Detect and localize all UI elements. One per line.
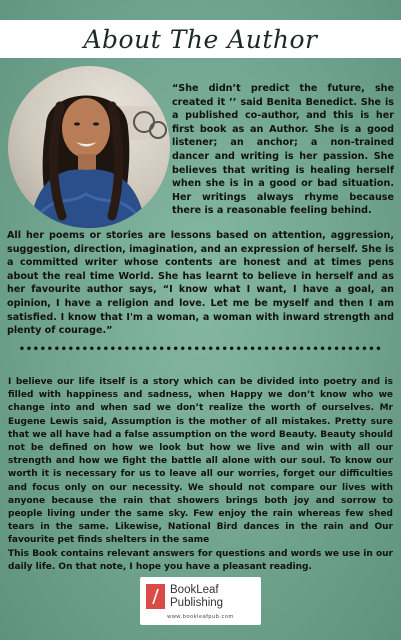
photo-eye-left	[74, 122, 80, 125]
title-band	[0, 20, 401, 58]
publisher-name-line2: Publishing	[170, 597, 224, 609]
photo-neck	[78, 154, 96, 170]
author-portrait-image	[8, 66, 170, 228]
author-photo	[8, 66, 170, 228]
publisher-logo	[140, 577, 261, 625]
author-intro-paragraph: “She didn’t predict the future, she created it ’’ said Benita Benedict. She is a published co-author, and this is her first book as an Author. She is a good listener; an anchor; a non-trained dancer and writing is her passion. She believes that writing is healing herself when she is in a good or bad situation. Her writings always rhyme because there is a reasonable feeling behind.	[172, 83, 394, 217]
book-description-paragraph: I believe our life itself is a story which can be divided into poetry and is filled with happiness and sadness, when Happy we don’t know who we change into and when sad we don’t realize the worth of ourselves. Mr Eugene Lewis said, Assumption is the mother of all mistakes. Pretty sure that we all have had a false assumption on the word Beauty. Beauty should not be defined on how we look but how we live and win with all our strength and how we fight the battle all alone with our soul. To know our worth it is necessary for us to leave all our worries, forget our difficulties and focus only on our necessity. We should not compare our lives with anyone because the rain that showers brings both joy and sorrow to people living under the same sky. Few enjoy the rain whereas few shed tears in the same. Likewise, National Bird dances in the rain and Our favourite pet finds shelters in the same This Book contains relevant answers for questions and words we use in our daily life. On that note, I hope you have a pleasant reading.	[8, 377, 393, 572]
photo-face	[62, 98, 110, 158]
dotted-divider: ••••••••••••••••••••••••••••••••••••••••••••••••••••	[18, 344, 383, 355]
publisher-name-line1: BookLeaf	[170, 584, 219, 596]
author-bio-paragraph: All her poems or stories are lessons based on attention, aggression, suggestion, direction, imagination, and an expression of herself. She is a committed writer whose contents are honest and at times pens about the real time World. She has learnt to believe in herself and as her favourite author says, “I know what I want, I have a goal, an opinion, I have a religion and love. Let me be myself and then I am satisfied. I know that I'm a woman, a woman with inward strength and plenty of courage.”	[7, 230, 394, 337]
page-title: About The Author	[83, 24, 318, 54]
publisher-url: www.bookleafpub.com	[167, 614, 234, 620]
publisher-logo-mark-icon	[146, 584, 165, 609]
photo-eye-right	[93, 122, 99, 125]
